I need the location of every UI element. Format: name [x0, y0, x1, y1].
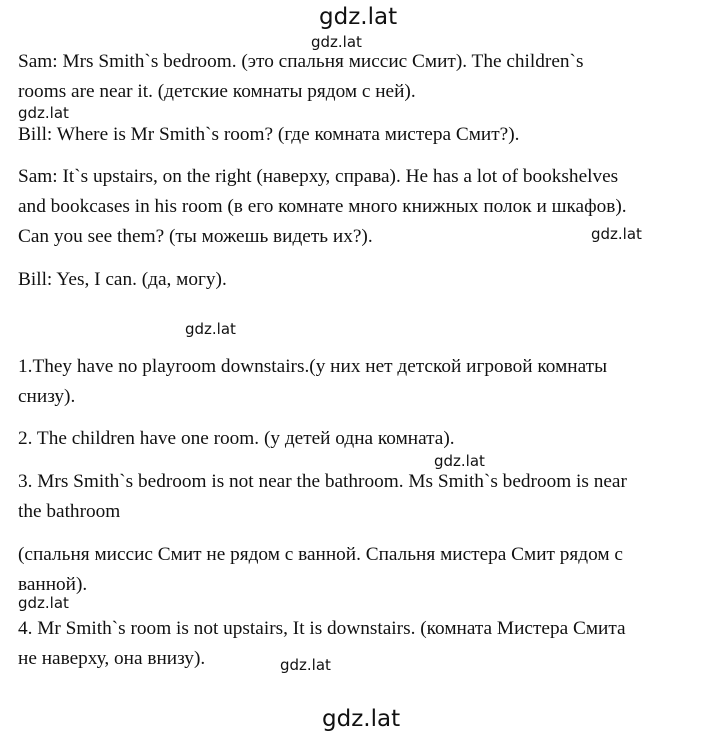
text-line: and bookcases in his room (в его комнате много книжных полок и шкафов). [18, 196, 627, 217]
text-line: снизу). [18, 386, 76, 407]
dialogue-bill-2 [18, 265, 708, 295]
watermark: gdz.lat [434, 452, 485, 470]
answer-2 [18, 424, 708, 454]
text-line: не наверху, она внизу). [18, 648, 206, 669]
text-line: Can you see them? (ты можешь видеть их?). [18, 226, 373, 247]
watermark: gdz.lat [18, 594, 69, 612]
dialogue-bill-1 [18, 120, 708, 150]
text-line: 4. Mr Smith`s room is not upstairs, It is downstairs. (комната Мистера Смита [18, 618, 626, 639]
watermark: gdz.lat [280, 656, 331, 674]
text-line: Bill: Yes, I can. (да, могу). [18, 269, 227, 290]
text-line: 1.They have no playroom downstairs.(у них нет детской игровой комнаты [18, 356, 608, 377]
answer-4 [18, 614, 708, 674]
text-line: Bill: Where is Mr Smith`s room? (где комната мистера Смит?). [18, 124, 520, 145]
answer-3 [18, 467, 708, 527]
text-line: the bathroom [18, 501, 121, 522]
text-line: ванной). [18, 574, 88, 595]
answer-3-translation [18, 540, 708, 600]
watermark: gdz.lat [18, 104, 69, 122]
watermark-bottom: gdz.lat [322, 706, 401, 732]
dialogue-sam-1 [18, 47, 708, 107]
text-line: (спальня миссис Смит не рядом с ванной. Спальня мистера Смит рядом с [18, 544, 623, 565]
text-line: 2. The children have one room. (у детей одна комната). [18, 428, 455, 449]
text-line: Sam: Mrs Smith`s bedroom. (это спальня миссис Смит). The children`s [18, 51, 584, 72]
text-line: rooms are near it. (детские комнаты рядом с ней). [18, 81, 416, 102]
watermark: gdz.lat [185, 320, 236, 338]
dialogue-sam-2 [18, 162, 708, 252]
watermark-top: gdz.lat [319, 4, 398, 30]
watermark: gdz.lat [591, 225, 642, 243]
text-line: Sam: It`s upstairs, on the right (наверху, справа). He has a lot of bookshelves [18, 166, 619, 187]
text-line: 3. Mrs Smith`s bedroom is not near the bathroom. Ms Smith`s bedroom is near [18, 471, 627, 492]
answer-1 [18, 352, 708, 412]
watermark: gdz.lat [311, 33, 362, 51]
